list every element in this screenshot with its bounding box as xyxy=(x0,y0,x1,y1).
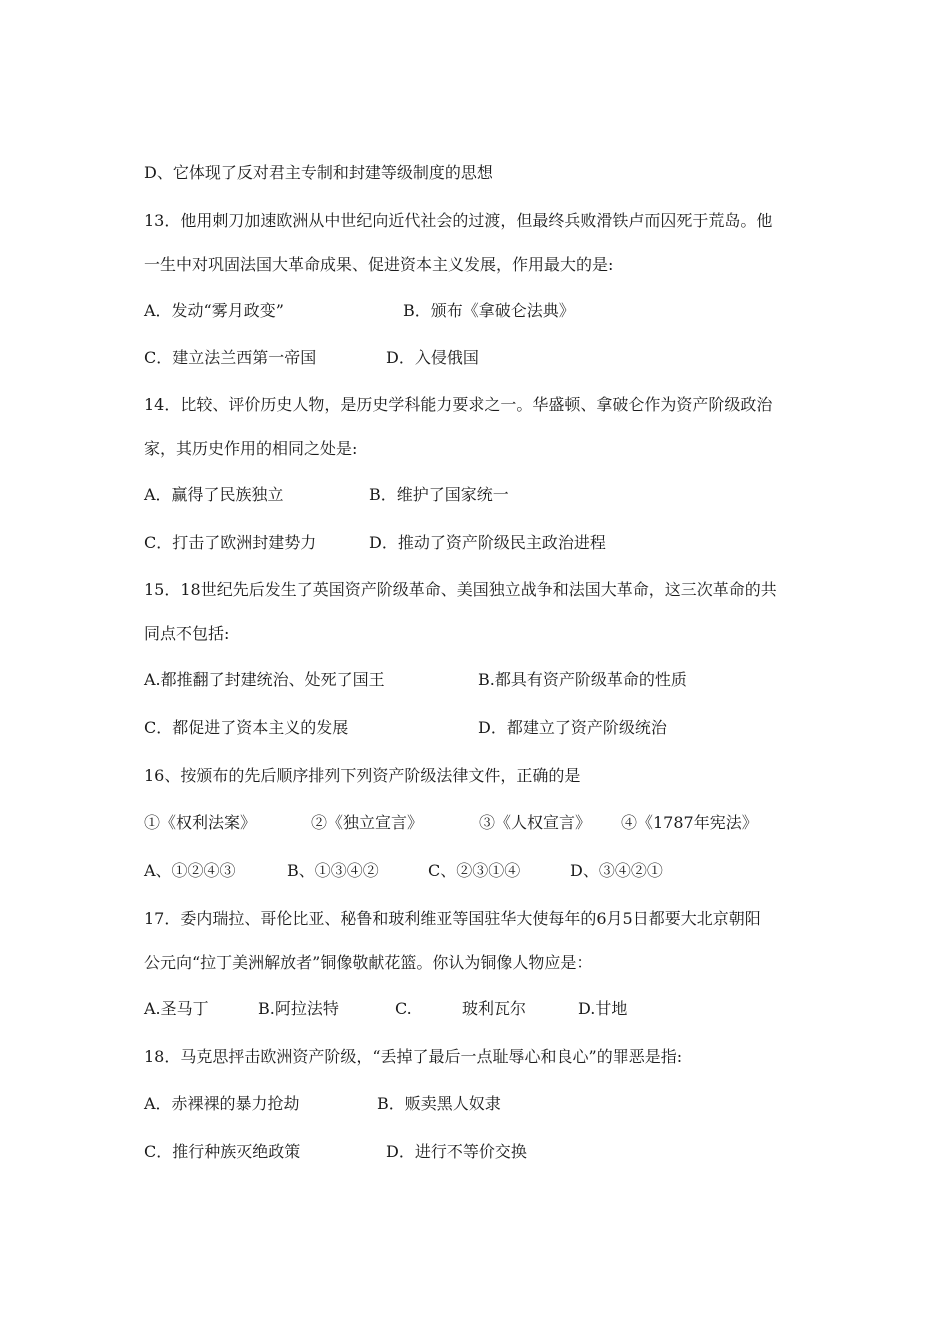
document-item-3: ③《人权宣言》 xyxy=(479,813,592,832)
question-14-line-2: 家，其历史作用的相同之处是: xyxy=(144,439,358,458)
option-14-d: D．推动了资产阶级民主政治进程 xyxy=(369,533,606,552)
option-15-d: D．都建立了资产阶级统治 xyxy=(478,718,667,737)
option-16-a: A、①②④③ xyxy=(144,861,236,880)
question-14-line-1: 14．比较、评价历史人物，是历史学科能力要求之一。华盛顿、拿破仑作为资产阶级政治 xyxy=(144,395,773,414)
question-13-line-1: 13．他用刺刀加速欧洲从中世纪向近代社会的过渡，但最终兵败滑铁卢而囚死于荒岛。他 xyxy=(144,211,773,230)
option-15-a: A.都推翻了封建统治、处死了国王 xyxy=(144,670,385,689)
question-17-line-2: 公元向“拉丁美洲解放者”铜像敬献花篮。你认为铜像人物应是： xyxy=(144,953,593,972)
option-18-d: D．进行不等价交换 xyxy=(386,1142,527,1161)
option-14-a: A．赢得了民族独立 xyxy=(144,485,284,504)
option-13-b: B．颁布《拿破仑法典》 xyxy=(403,301,575,320)
option-14-b: B．维护了国家统一 xyxy=(369,485,509,504)
option-17-a: A.圣马丁 xyxy=(144,999,209,1018)
option-15-b: B.都具有资产阶级革命的性质 xyxy=(478,670,687,689)
question-17-line-1: 17．委内瑞拉、哥伦比亚、秘鲁和玻利维亚等国驻华大使每年的6月5日都要大北京朝阳 xyxy=(144,909,761,928)
option-12-d: D、它体现了反对君主专制和封建等级制度的思想 xyxy=(144,163,493,182)
question-18-line-1: 18．马克思抨击欧洲资产阶级，“丢掉了最后一点耻辱心和良心”的罪恶是指: xyxy=(144,1047,683,1066)
question-16-line-1: 16、按颁布的先后顺序排列下列资产阶级法律文件，正确的是 xyxy=(144,766,581,785)
document-item-1: ①《权利法案》 xyxy=(144,813,257,832)
document-item-2: ②《独立宣言》 xyxy=(311,813,424,832)
option-17-c-text: 玻利瓦尔 xyxy=(462,999,527,1018)
option-18-c: C．推行种族灭绝政策 xyxy=(144,1142,301,1161)
option-13-d: D．入侵俄国 xyxy=(386,348,479,367)
option-15-c: C．都促进了资本主义的发展 xyxy=(144,718,349,737)
option-16-c: C、②③①④ xyxy=(428,861,521,880)
option-16-b: B、①③④② xyxy=(287,861,379,880)
option-18-a: A．赤裸裸的暴力抢劫 xyxy=(144,1094,300,1113)
option-17-b: B.阿拉法特 xyxy=(258,999,339,1018)
option-13-c: C．建立法兰西第一帝国 xyxy=(144,348,317,367)
option-13-a: A．发动“雾月政变” xyxy=(144,301,284,320)
question-15-line-1: 15．18世纪先后发生了英国资产阶级革命、美国独立战争和法国大革命，这三次革命的共 xyxy=(144,580,777,599)
option-16-d: D、③④②① xyxy=(570,861,663,880)
question-13-line-2: 一生中对巩固法国大革命成果、促进资本主义发展，作用最大的是: xyxy=(144,255,614,274)
option-18-b: B．贩卖黑人奴隶 xyxy=(377,1094,501,1113)
option-17-c-label: C. xyxy=(395,999,412,1018)
option-14-c: C．打击了欧洲封建势力 xyxy=(144,533,317,552)
document-item-4: ④《1787年宪法》 xyxy=(621,813,758,832)
option-17-d: D.甘地 xyxy=(578,999,628,1018)
question-15-line-2: 同点不包括: xyxy=(144,624,230,643)
